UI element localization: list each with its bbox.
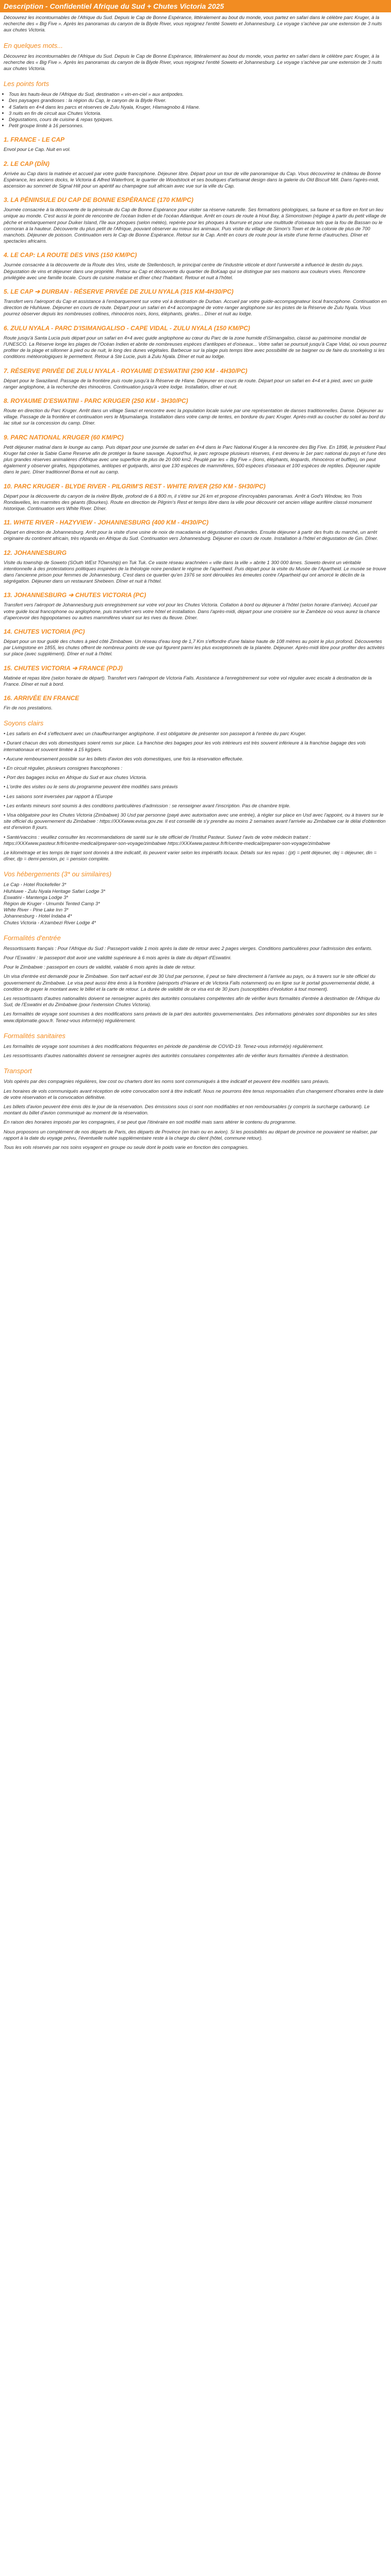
list-item: • Dégustations, cours de cuisine & repas typiques. [9, 116, 387, 123]
note-paragraph: Les formalités de voyage sont soumises à des modifications sans préavis de la part des autorités gouvernementales. Des informations générales sont disponibles sur les sites www.diplomatie.gouv.fr. Tenez-vous informé(e) régulièrement. [4, 1011, 377, 1023]
note-paragraph: Pour l'Eswatini : le passeport doit avoir une validité supérieure à 6 mois après la date du départ d'Eswatini. [4, 955, 232, 961]
day-text: Matinée et repas libre (selon horaire de départ). Transfert vers l'aéroport de Victoria Falls. Assistance à l'enregistrement sur votre vol régulier avec escale à destination de la France. Dîner et nuit à bord. [4, 674, 372, 687]
note-paragraph: • En circuit régulier, plusieurs consignes francophones : [4, 765, 122, 771]
day-text: Fin de nos prestations. [4, 704, 53, 710]
note-paragraph: Les ressortissants d'autres nationalités doivent se renseigner auprès des autorités consulaires compétentes afin de vérifier leurs formalités d'entrée à destination de l'Afrique du Sud, de l'Eswatini et du Zimbabwe (pour l'extension Chutes Victoria). [4, 995, 380, 1008]
day-title: 1. FRANCE - LE CAP [4, 136, 65, 144]
hebergements-list [4, 882, 387, 925]
note-paragraph: En raison des horaires imposés par les compagnies, il se peut que l'itinéraire en soit modifié mais sans altérer le contenu du programme. [4, 1119, 297, 1125]
sanitaires-block [4, 1043, 387, 1059]
note-paragraph: Les ressortissants d'autres nationalités doivent se renseigner auprès des autorités consulaires compétentes afin de vérifier leurs formalités d'entrée à destination. [4, 1053, 349, 1059]
day-title: 10. PARC KRUGER - BLYDE RIVER - PILGRIM'S REST - WHITE RIVER (250 KM - 5H30/PC) [4, 482, 266, 490]
note-paragraph: • Durant chacun des vols domestiques soient remis sur place. La franchise des bagages pour les vols intérieurs est très souvent inférieure à la franchise bagage des vols internationaux et souvent limitée à 15 kg/pers. [4, 740, 366, 752]
section-title-soyons-clairs: Soyons clairs [4, 719, 44, 727]
page-title: Description - Confidentiel Afrique du Sud + Chutes Victoria 2025 [4, 2, 224, 10]
day-title: 7. RÉSERVE PRIVÉE DE ZULU NYALA - ROYAUME D'ESWATINI (290 KM - 4H30/PC) [4, 367, 248, 375]
list-item: White River - Pine Lake Inn 3* [4, 907, 69, 913]
section-title-points-forts: Les points forts [4, 80, 50, 88]
points-forts-list [4, 91, 387, 129]
day-text: Visite du township de Soweto (SOuth WEst TOwnship) en Tuk Tuk. Ce vaste réseau arachnéen « ville dans la ville » abrite 1 300 000 âmes. Soweto devint un véritable intentionnelle à des protestations politiques inspirées de la théologie noire pendant le régime de l'apartheid. Puis départ pour la visite du Musée de l'Apartheid. Le musée se trouve dans l'ancienne prison pour femmes de Johannesburg. C'est dans ce quartier qu'en 1976 se sont déroulées les émeutes contre l'Apartheid qui ont amorcé le déclin de la ségrégation. Déjeuner dans un restaurant Shebeen. Dîner et nuit à l'hôtel. [4, 559, 386, 584]
day-text: Départ pour un tour guidé des chutes à pied côté Zimbabwe. Un réseau d'eau long de 1,7 Km s'effondre d'une falaise haute de 108 mètres au point le plus profond. Découvertes par Livingstone en 1855, les chutes offrent de nombreux points de vue qui figurent parmi les plus exceptionnels de la planète. Déjeuner. Après-midi libre pour profiter des activités sur place (avec supplément). Dîner et nuit à l'hôtel. [4, 638, 385, 657]
section-title-hebergements: Vos hébergements (3* ou similaires) [4, 870, 112, 878]
list-item: • Des paysages grandioses : la région du Cap, le canyon de la Blyde River. [9, 97, 387, 104]
list-item: • 3 nuits en fin de circuit aux Chutes Victoria. [9, 110, 387, 116]
note-paragraph: Vols opérés par des compagnies régulières, low cost ou charters dont les noms sont communiqués à titre indicatif et peuvent être modifiés sans préavis. [4, 1078, 330, 1084]
note-paragraph: Les billets d'avion peuvent être émis dès le jour de la réservation. Des émissions sous ci sont non modifiables et non remboursables (y compris la surcharge carburant). Le montant du billet d'avion communiqué au moment de la réservation. [4, 1103, 370, 1116]
transport-block [4, 1078, 387, 1150]
day-title: 3. LA PÉNINSULE DU CAP DE BONNE ESPÉRANCE (170 KM/PC) [4, 196, 193, 204]
note-paragraph: • Les saisons sont inversées par rapport à l'Europe [4, 793, 113, 799]
day-text: Route jusqu'à Santa Lucia puis départ pour un safari en 4×4 avec guide anglophone au cœur du Parc de la zone humide d'iSimangaliso, classé au patrimoine mondial de l'UNESCO. La Réserve longe les plages de l'Océan Indien et abrite de nombreuses espèces d'antilopes et d'oiseaux... Votre safari se poursuit jusqu'à Cape Vidal, où vous pourrez profiter de la plage et sillonner à pied ou de nuit, le long des dunes végétales. Barbecue sur la plage puis temps libre avec possibilité de se baigner ou de faire du snorkeling si les conditions météorologiques le permettent. Retour à Ste Lucie, puis à Zulu Nyala. Dîner et nuit au lodge. [4, 334, 387, 360]
day-title: 5. LE CAP ➔ DURBAN - RÉSERVE PRIVÉE DE ZULU NYALA (315 KM-4H30/PC) [4, 288, 234, 296]
day-text: Arrivée au Cap dans la matinée et accueil par votre guide francophone. Déjeuner libre. Départ pour un tour de ville panoramique du Cap. Vous découvrirez le château de Bonne Espérance, les anciens docks, le Victoria & Alfred Waterfront, le quartier de Woodstock et ses boutiques d'artisanat design dans la galerie du Old Biscuit Mill. Dans l'après-midi, ascension au sommet de Signal Hill pour un apéritif au champagne suit africain avec vue sur la ville du Cap. [4, 170, 381, 189]
note-paragraph: • Aucune remboursement possible sur les billets d'avion des vols domestiques, une fois la réservation effectuée. [4, 755, 243, 761]
day-text: Transfert vers l'aéroport du Cap et assistance à l'embarquement sur votre vol à destination de Durban. Accueil par votre guide-accompagnateur local francophone. Continuation en direction de Hluhluwe. Déjeuner en cours de route. Départ pour un safari en 4×4 accompagné de votre ranger anglophone sur les pistes de la Réserve de Zulu Nyala. Vous pourrez observer depuis les nombreuses collines, rhinocéros noirs, lions, éléphants, girafes... Dîner et nuit au lodge. [4, 298, 387, 317]
day-title: 2. LE CAP (DÎN) [4, 160, 50, 167]
day-title: 16. ARRIVÉE EN FRANCE [4, 694, 79, 702]
section-title-transport: Transport [4, 1067, 32, 1075]
note-paragraph: • Santé/vaccins : veuillez consulter les recommandations de santé sur le site officiel de l'Institut Pasteur. Suivez l'avis de votre médecin traitant : https://XXXwww.pasteur.fr/fr/centre-medical/preparer-son-voyage/zimbabwe https://XXXwww.pasteur.fr/fr/centre-medical/preparer-son-voyage/zimbabwe [4, 834, 331, 846]
note-paragraph: • Les safaris en 4×4 s'effectuent avec un chauffeur/ranger anglophone. Il est obligatoire de présenter son passeport à l'entrée du parc Kruger. [4, 731, 306, 737]
itinerary [4, 136, 387, 711]
note-paragraph: Tous les vols réservés par nos soins voyagent en groupe ou seule dont le poids varie en fonction des compagnies. [4, 1144, 249, 1150]
intro-paragraph: Découvrez les incontournables de l'Afrique du Sud. Depuis le Cap de Bonne Espérance, littéralement au bout du monde, vous partez en safari dans le célèbre parc Kruger, à la recherche des « Big Five ». Après les panoramas du canyon de la Blyde River, vous rejoignez l'entité Soweto et Johannesburg. Le voyage s'achève par une extension de 3 nuits aux chutes Victoria. [4, 14, 382, 33]
day-text: Départ pour la découverte du canyon de la rivière Blyde, profond de 6 à 800 m, il s'étire sur 26 km et propose d'incroyables panoramas. Arrêt à God's Window, les Trois Rondavelles, les marmites des géants (Bourkes). Route en direction de Pilgrim's Rest et temps libre dans la ville pour découvrir cet ancien village aurifère classé monument historique. Continuation vers White River. Dîner. [4, 493, 372, 511]
content [0, 12, 391, 1150]
list-item: • 4 Safaris en 4×4 dans les parcs et réserves de Zulu Nyala, Kruger, Hlamagnobo & Hlane. [9, 104, 387, 110]
note-paragraph: Ressortissants français : Pour l'Afrique du Sud : Passeport valide 1 mois après la date de retour avec 2 pages vierges. Conditions particulières pour l'admission des enfants. [4, 945, 372, 951]
note-paragraph: • Port des bagages inclus en Afrique du Sud et aux chutes Victoria. [4, 774, 147, 781]
note-paragraph: Pour le Zimbabwe : passeport en cours de validité, valable 6 mois après la date de retour. [4, 964, 196, 970]
soyons-clairs-block [4, 731, 387, 862]
list-item: Chutes Victoria - A'zambezi River Lodge 4* [4, 919, 96, 925]
list-item: • Tous les hauts-lieux de l'Afrique du Sud, destination « vin-en-ciel » aux antipodes. [9, 91, 387, 97]
note-paragraph: Un visa d'entrée est demandé pour le Zimbabwe. Son tarif actuel est de 30 Usd par personne, il peut se faire directement à l'arrivée au pays, ou à travers sur le site officiel du gouvernement du Zimbabwe. Le visa peut aussi être émis à la frontière (aéroports d'Harare et de Victoria Falls notamment) ou en ligne sur le portail gouvernemental dédié, à condition de payer le montant avec le billet et la carte de retour. La durée de validité de ce visa est de 30 jours (susceptibles d'évolution à tout moment). [4, 973, 376, 992]
note-paragraph: • Les enfants mineurs sont soumis à des conditions particulières d'admission : se renseigner avant l'inscription. Pas de chambre triple. [4, 802, 291, 808]
section-title-formalites: Formalités d'entrée [4, 934, 61, 942]
note-paragraph: Nous proposons un complément de nos départs de Paris, des départs de Province (en train ou en avion). Si les possibilités au départ de province ne pouvaient se réaliser, par rapport à la date du voyage prévu, l'éventuelle nuitée supplémentaire reste à la charge du client (hôtel, commune retour). [4, 1128, 378, 1141]
formalites-block [4, 945, 387, 1024]
day-title: 12. JOHANNESBURG [4, 549, 67, 556]
page-header [0, 0, 391, 12]
day-title: 8. ROYAUME D'ESWATINI - PARC KRUGER (250 KM - 3H30/PC) [4, 397, 188, 404]
day-text: Départ en direction de Johannesburg. Arrêt pour la visite d'une usine de noix de macadamia et dégustation d'amandes. Ensuite déjeuner à partir des fruits du marché, un arrêt originaire du continent africain, très répandu en Afrique du Sud. Continuation vers Johannesburg. Déjeuner en cours de route. Installation à l'hôtel et dégustation de Gin. Dîner. [4, 529, 379, 541]
note-paragraph: Les horaires de vols communiqués avant réception de votre convocation sont à titre indicatif. Nous ne pourrons être tenus responsables d'un changement d'horaires entre la date de votre réservation et la convocation définitive. [4, 1088, 384, 1100]
list-item: Johannesburg - Hotel Indaba 4* [4, 913, 72, 919]
summary-paragraph: Découvrez les incontournables de l'Afrique du Sud. Depuis le Cap de Bonne Espérance, littéralement au bout du monde, vous partez en safari dans le célèbre parc Kruger, à la recherche des « Big Five ». Après les panoramas du canyon de la Blyde River, vous rejoignez l'entité Soweto et Johannesburg. Le voyage s'achève par une extension de 3 nuits aux chutes Victoria. [4, 53, 382, 72]
day-text: Journée consacrée à la découverte de la Route des Vins, visite de Stellenbosch, le principal centre de l'industrie viticole et dont l'université a influencé le destin du pays. Dégustation de vins et déjeuner dans une propriété. Retour au Cap et découverte du quartier de BoKaap qui se distingue par ses maisons aux couleurs vives. Rencontre privilégiée avec une famille locale. Cours de cuisine malaise et dîner chez l'habitant. Retour et nuit à l'hôtel. [4, 262, 366, 280]
section-title-sanitaires: Formalités sanitaires [4, 1031, 66, 1040]
day-text: Petit déjeuner matinal dans le lounge au camp. Puis départ pour une journée de safari en 4×4 dans le Parc National Kruger à la rencontre des Big Five. En 1898, le président Paul Kruger fait créer la Sabie Game Reserve afin de protéger la faune sauvage. Aujourd'hui, le parc regroupe plusieurs réserves, il est devenu le 1er parc national du pays et l'une des plus grandes réserves animalières d'Afrique avec une superficie de plus de 20 000 km2. Peuplé par les « Big Five » (lions, éléphants, léopards, rhinocéros et buffles), on peut également y observer girafes, hippopotames, antilopes et guépards, ainsi que 130 espèces de mammifères, 500 espèces d'oiseaux et 100 espèces de reptiles. Déjeuner rapide dans le parc. Dîner traditionnel Boma et nuit au camp. [4, 444, 386, 475]
day-title: 9. PARC NATIONAL KRUGER (60 KM/PC) [4, 433, 124, 441]
day-text: Journée consacrée à la découverte de la péninsule du Cap de Bonne Espérance pour visiter sa réserve naturelle. Ses formations géologiques, sa faune et sa flore en font un lieu unique au monde. C'est aussi le point de rencontre de l'océan Indien et de l'océan Atlantique. Arrêt en cours de route à Hout Bay, à Simonstown (réglage à partir du petit village de pêche et embarquement pour Duiker Island, l'île aux phoques (selon météo), repérée pour les phoques à fourrure et pour une multitude d'oiseaux tels que la fou de Bassan ou le cormoran à la hauteur. Découverte du plus petit de l'Afrique, pouvant observer au mieux les animaux. Puis visite du village de Simon's Town et de la colonie de plus de 700 manchots. Déjeuner de poisson. Continuation vers le Cap de Bonne Espérance. Retour sur le Cap. Arrêt en cours de route pour la visite d'une ferme d'autruches. Dîner et spectacles africains. [4, 207, 386, 244]
list-item: Hluhluwe - Zulu Nyala Heritage Safari Lodge 3* [4, 888, 105, 894]
note-paragraph: Le kilométrage et les temps de trajet sont donnés à titre indicatif, ils peuvent varier selon les impératifs locaux. Détails sur les repas : (pt) = petit déjeuner, dej = déjeuner, din = dîner, dp = demi-pension, pc = pension complète. [4, 850, 377, 862]
day-text: Départ pour le Swaziland. Passage de la frontière puis route jusqu'à la Réserve de Hlane. Déjeuner en cours de route. Départ pour un safari en 4×4 et à pied, avec un guide ranger anglophone, à la recherche des rhinocéros. Continuation jusqu'à votre lodge. Installation, dîner et nuit. [4, 377, 373, 389]
day-title: 13. JOHANNESBURG ➔ CHUTES VICTORIA (PC) [4, 591, 146, 599]
day-text: Route en direction du Parc Kruger. Arrêt dans un village Swazi et rencontre avec la population locale suivie par une représentation de danses traditionnelles. Danse. Déjeuner au village. Passage de la frontière et continuation vers le Mpumalanga. Installation dans votre camp de tentes, en bordure du parc Kruger. Après-midi au coucher du soleil au bord du lac situé sur la concession du camp. Dîner. [4, 407, 385, 426]
day-title: 15. CHUTES VICTORIA ➔ FRANCE (PDJ) [4, 664, 123, 672]
note-paragraph: • L'ordre des visites ou le sens du programme peuvent être modifiés sans préavis [4, 784, 178, 790]
day-title: 11. WHITE RIVER - HAZYVIEW - JOHANNESBURG (400 KM - 4H30/PC) [4, 519, 209, 527]
note-paragraph: • Visa obligatoire pour les Chutes Victoria (Zimbabwe) 30 Usd par personne (payé avec autorisation avec une entrée), à régler sur place en Usd avec l'appoint, ou à travers sur le site officiel du gouvernement du Zimbabwe : https://XXXwww.evisa.gov.zw. Il est conseillé de s'y prendre au moins 2 semaines avant l'arrivée au Zimbabwe car le délai d'obtention est d'environ 8 jours. [4, 812, 386, 831]
list-item: Eswatini - Mantenga Lodge 3* [4, 894, 69, 900]
day-title: 14. CHUTES VICTORIA (PC) [4, 628, 85, 635]
day-text: Transfert vers l'aéroport de Johannesburg puis enregistrement sur votre vol pour les Chutes Victoria. Collation à bord ou déjeuner à l'hôtel (selon horaire d'arrivée). Accueil par votre guide local francophone ou anglophone, puis transfert vers votre hôtel et installation. Dans l'après-midi, départ pour une croisière sur le Zambèze où vous aurez la chance d'apercevoir des hippopotames ou autres mammifères vivant sur les rives du fleuve. Dîner. [4, 602, 380, 620]
day-title: 6. ZULU NYALA - PARC D'ISIMANGALISO - CAPE VIDAL - ZULU NYALA (150 KM/PC) [4, 324, 250, 332]
list-item: • Petit groupe limité à 16 personnes. [9, 123, 387, 129]
note-paragraph: Les formalités de voyage sont soumises à des modifications fréquentes en période de pandémie de COVID-19. Tenez-vous informé(e) régulièrement. [4, 1043, 324, 1049]
day-title: 4. LE CAP: LA ROUTE DES VINS (150 KM/PC) [4, 251, 137, 259]
day-text: Envol pour Le Cap. Nuit en vol. [4, 146, 71, 152]
list-item: Le Cap - Hotel Rockefeller 3* [4, 882, 67, 888]
list-item: Région de Kruger - Umumbi Tented Camp 3* [4, 901, 100, 907]
section-title-en-quelques-mots: En quelques mots... [4, 41, 63, 49]
